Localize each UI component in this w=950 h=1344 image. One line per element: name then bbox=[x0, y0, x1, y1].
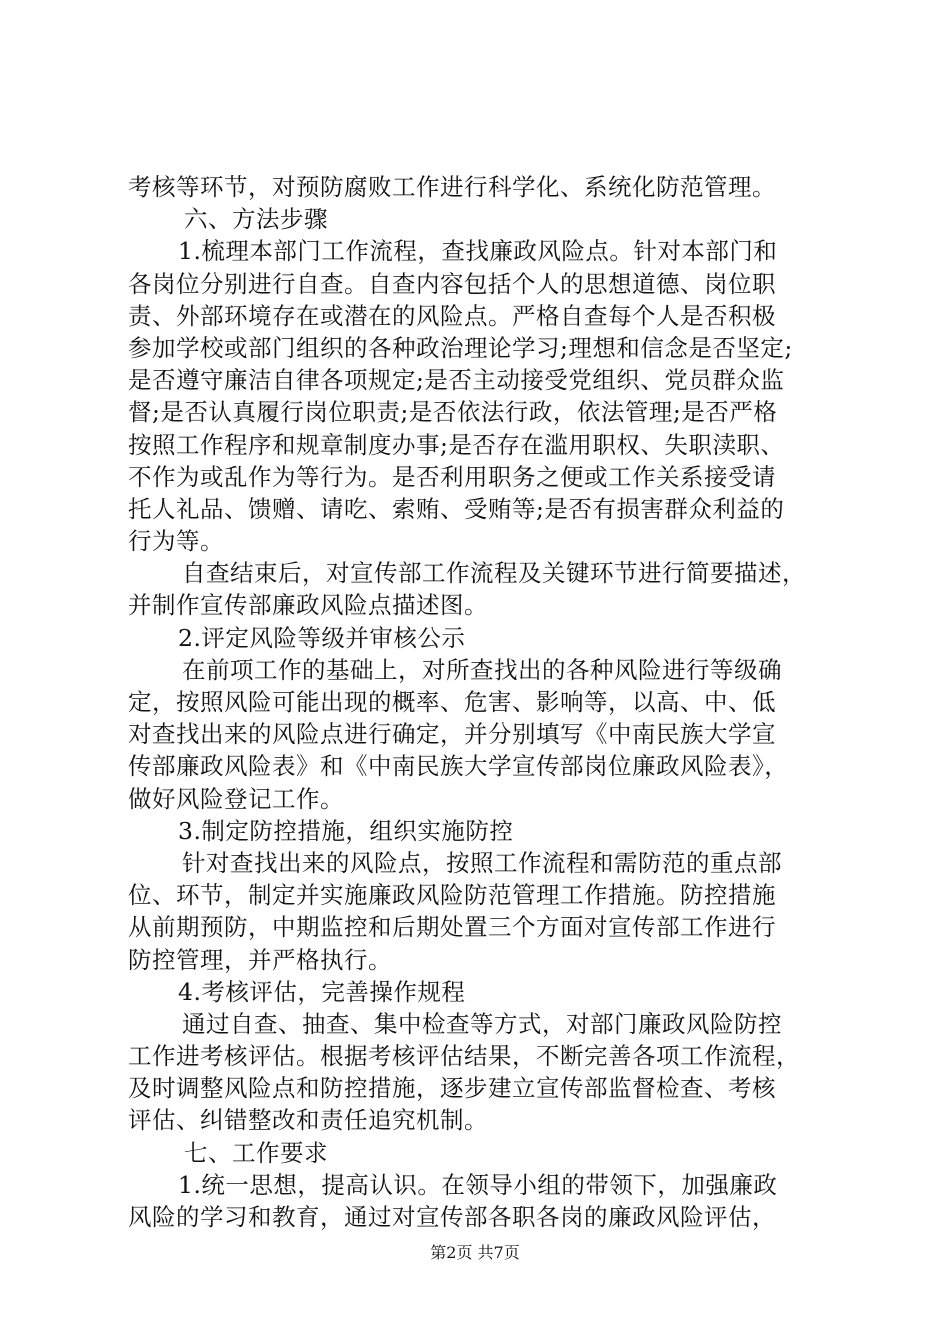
step-heading: 3.制定防控措施，组织实施防控 bbox=[178, 816, 514, 845]
paragraph-line: 对查找出来的风险点进行确定，并分别填写《中南民族大学宣 bbox=[128, 720, 776, 749]
paragraph-line: 评估、纠错整改和责任追究机制。 bbox=[128, 1106, 488, 1135]
page-number-footer: 第2页 共7页 bbox=[430, 1243, 520, 1262]
section-heading: 七、工作要求 bbox=[184, 1138, 328, 1167]
paragraph-line: 自查结束后，对宣传部工作流程及关键环节进行简要描述， bbox=[182, 559, 806, 588]
paragraph-line: 工作进考核评估。根据考核评估结果，不断完善各项工作流程， bbox=[128, 1042, 800, 1071]
paragraph-line: 传部廉政风险表》和《中南民族大学宣传部岗位廉政风险表》， bbox=[128, 752, 789, 781]
paragraph-line: 督;是否认真履行岗位职责;是否依法行政，依法管理;是否严格 bbox=[128, 398, 778, 427]
paragraph-line: 通过自查、抽查、集中检查等方式，对部门廉政风险防控 bbox=[182, 1009, 782, 1038]
paragraph-line: 做好风险登记工作。 bbox=[128, 784, 344, 813]
paragraph-line: 各岗位分别进行自查。自查内容包括个人的思想道德、岗位职 bbox=[128, 269, 776, 298]
paragraph-line: 参加学校或部门组织的各种政治理论学习;理想和信念是否坚定; bbox=[128, 333, 793, 362]
step-heading: 1.统一思想，提高认识。在领导小组的带领下，加强廉政 bbox=[178, 1170, 778, 1199]
paragraph-line: 针对查找出来的风险点，按照工作流程和需防范的重点部 bbox=[182, 848, 782, 877]
paragraph-line: 从前期预防，中期监控和后期处置三个方面对宣传部工作进行 bbox=[128, 913, 776, 942]
paragraph-line: 位、环节，制定并实施廉政风险防范管理工作措施。防控措施 bbox=[128, 881, 776, 910]
step-heading: 4.考核评估，完善操作规程 bbox=[178, 977, 466, 1006]
step-heading: 1.梳理本部门工作流程，查找廉政风险点。针对本部门和 bbox=[178, 237, 778, 266]
paragraph-line: 按照工作程序和规章制度办事;是否存在滥用职权、失职渎职、 bbox=[128, 430, 785, 459]
section-heading: 六、方法步骤 bbox=[184, 205, 328, 234]
paragraph-line: 及时调整风险点和防控措施，逐步建立宣传部监督检查、考核 bbox=[128, 1074, 776, 1103]
paragraph-line: 托人礼品、馈赠、请吃、索贿、受贿等;是否有损害群众利益的 bbox=[128, 494, 785, 523]
paragraph-line: 行为等。 bbox=[128, 527, 224, 556]
body-text bbox=[128, 171, 840, 1233]
paragraph-line: 并制作宣传部廉政风险点描述图。 bbox=[128, 591, 488, 620]
paragraph-line: 不作为或乱作为等行为。是否利用职务之便或工作关系接受请 bbox=[128, 462, 776, 491]
paragraph-line: 在前项工作的基础上，对所查找出的各种风险进行等级确 bbox=[182, 655, 782, 684]
paragraph-line: 定，按照风险可能出现的概率、危害、影响等，以高、中、低 bbox=[128, 688, 776, 716]
paragraph-line: 防控管理，并严格执行。 bbox=[128, 945, 392, 974]
paragraph-line: 责、外部环境存在或潜在的风险点。严格自查每个人是否积极 bbox=[128, 301, 776, 330]
paragraph-line: 是否遵守廉洁自律各项规定;是否主动接受党组织、党员群众监 bbox=[128, 366, 785, 395]
paragraph-line: 考核等环节，对预防腐败工作进行科学化、系统化防范管理。 bbox=[128, 173, 776, 201]
paragraph-line: 风险的学习和教育，通过对宣传部各职各岗的廉政风险评估， bbox=[128, 1203, 776, 1231]
step-heading: 2.评定风险等级并审核公示 bbox=[178, 623, 466, 652]
